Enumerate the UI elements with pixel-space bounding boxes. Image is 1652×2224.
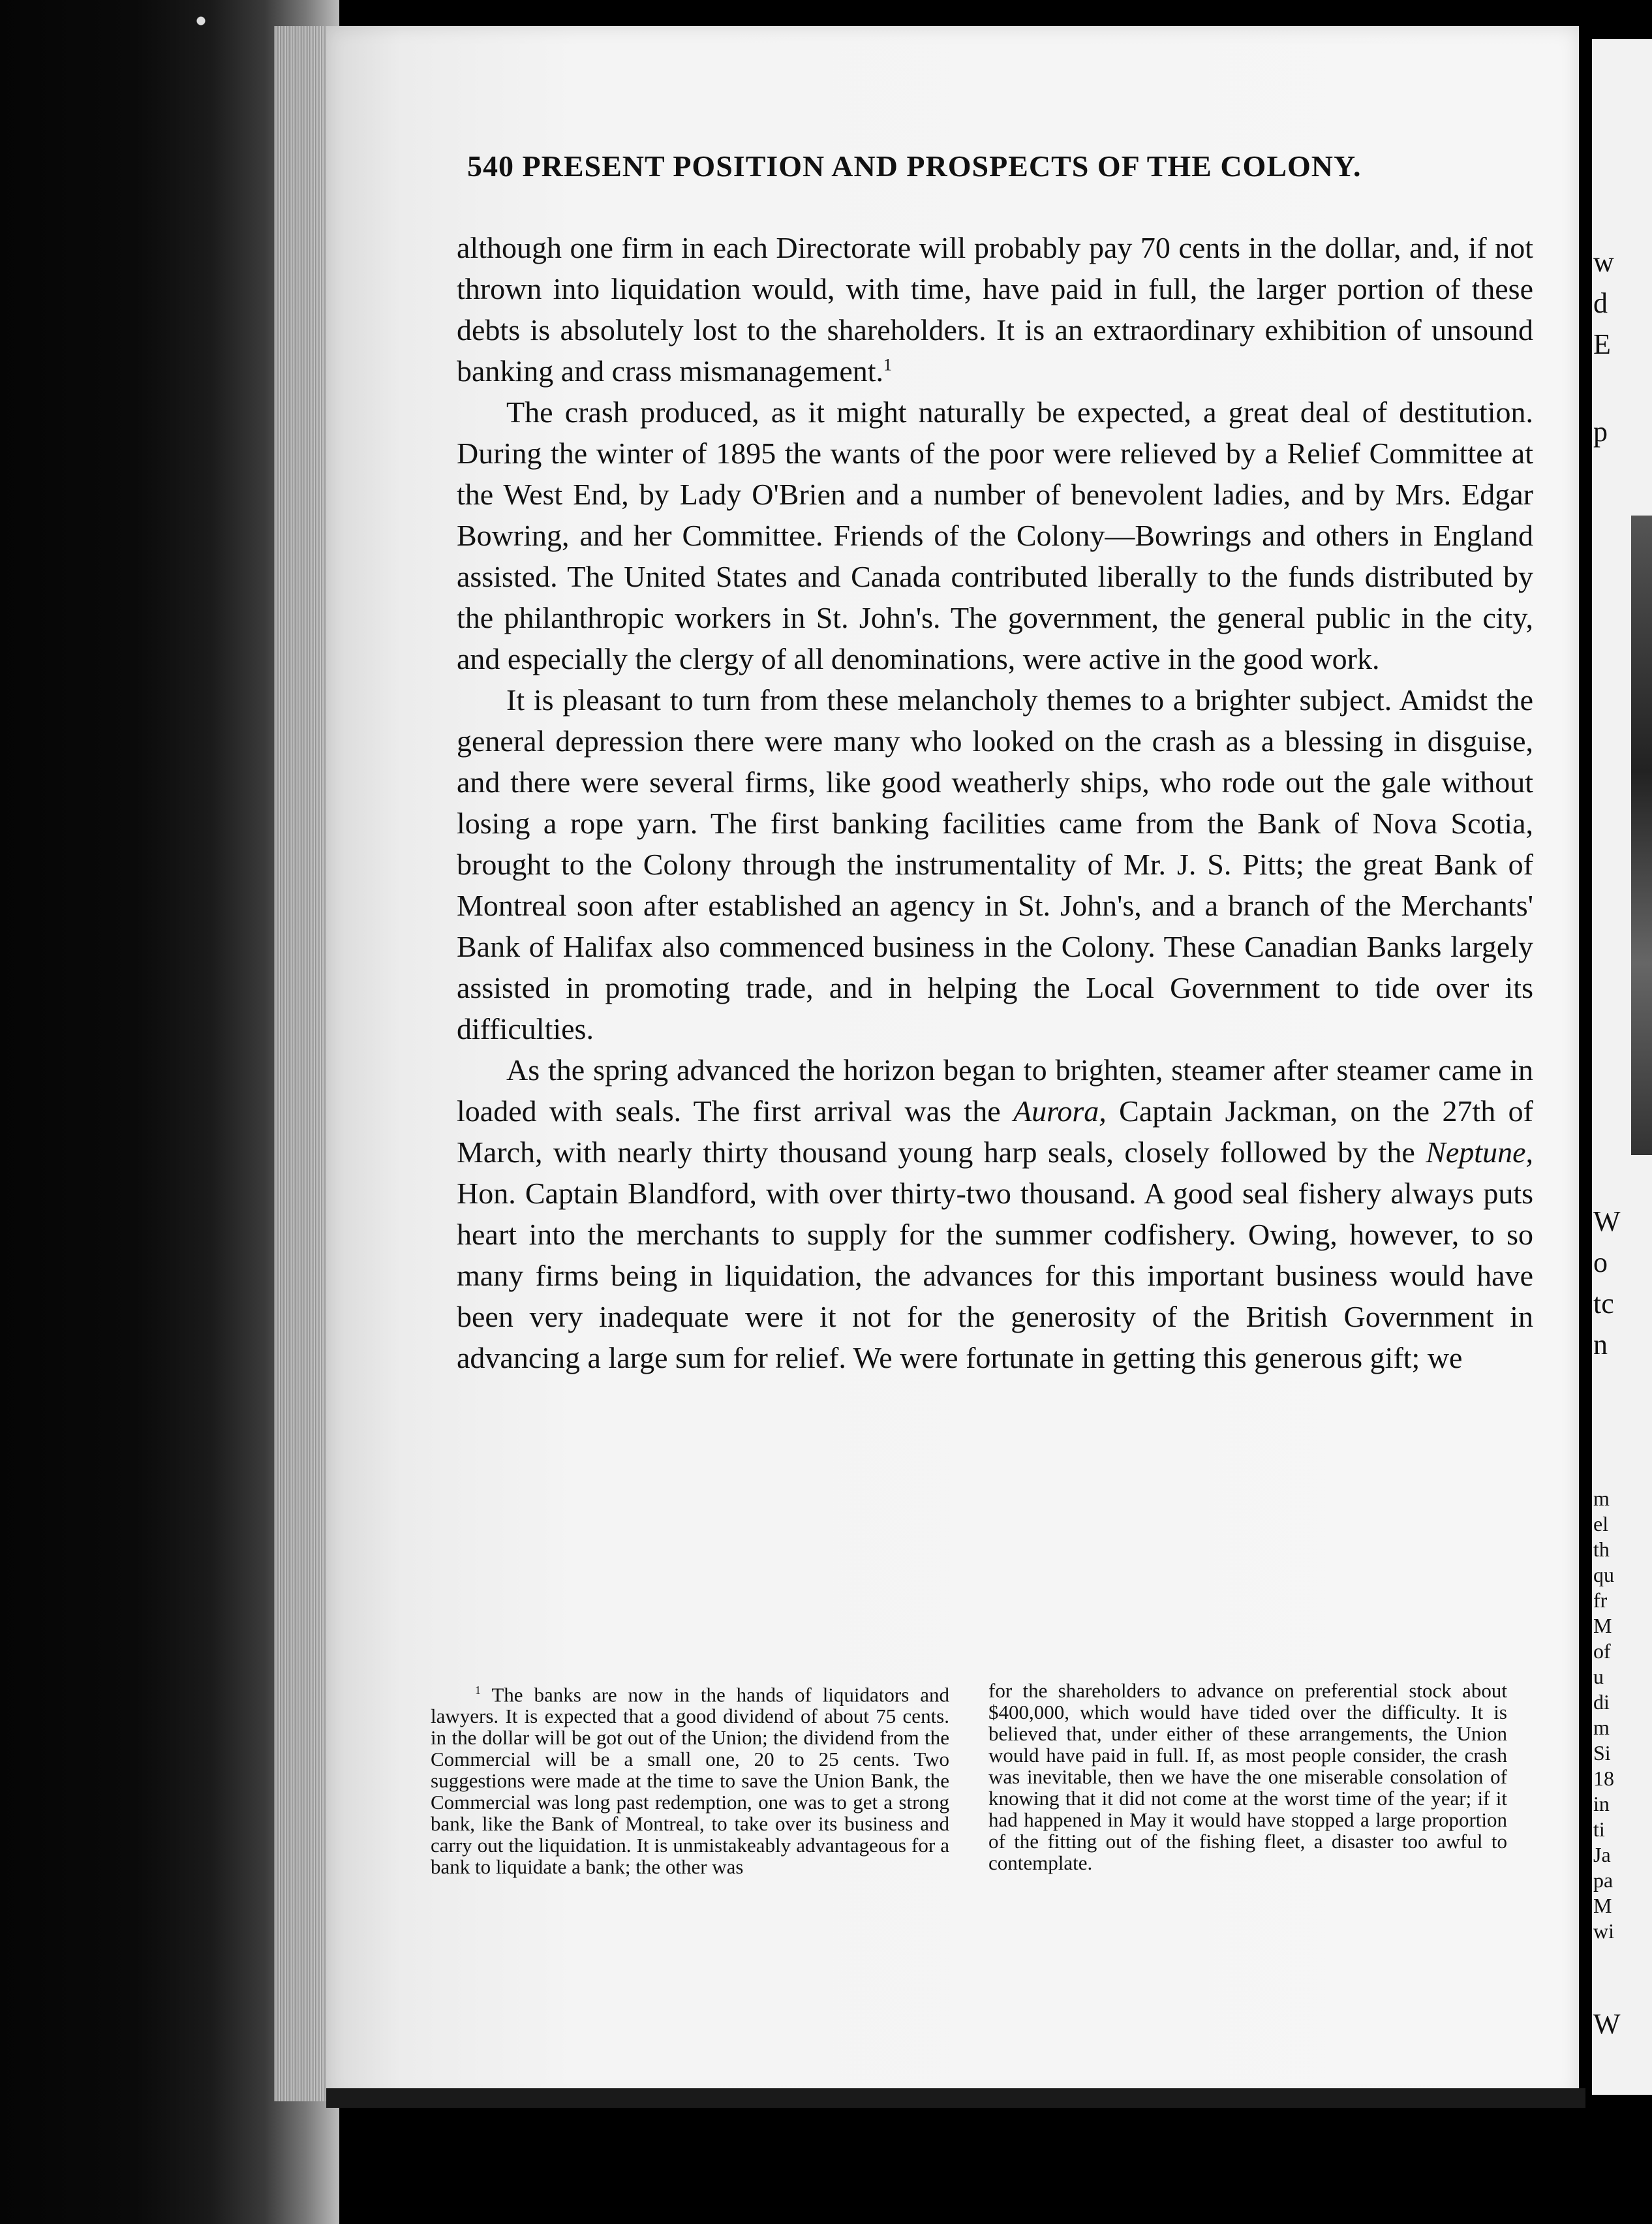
facing-page-fragment: Si (1593, 1741, 1611, 1765)
ship-name-neptune: Neptune, (1426, 1135, 1533, 1169)
facing-page-fragment: m (1593, 1487, 1610, 1510)
footnote-marker: 1 (475, 1684, 481, 1697)
page-bottom-shadow (326, 2088, 1585, 2108)
paragraph-4 (457, 1049, 1533, 1378)
ship-name-aurora: Aurora, (1013, 1094, 1107, 1128)
body-text (457, 227, 1533, 1378)
footnote-ref: 1 (883, 355, 893, 375)
facing-page-fragment: qu (1593, 1563, 1614, 1586)
facing-page-edge (1592, 39, 1652, 2095)
facing-page-fragment: fr (1593, 1588, 1608, 1612)
scan-speck (189, 13, 228, 33)
facing-page-fragment: el (1593, 1512, 1609, 1536)
facing-page-fragment: di (1593, 1690, 1610, 1714)
facing-page-fragment: w (1593, 246, 1614, 278)
facing-page-fragment: of (1593, 1639, 1611, 1663)
facing-page-fragment: p (1593, 416, 1608, 448)
paragraph-4-text-a: As the spring advanced the horizon began to brighten, steamer after steamer came in loaded with seals. The first arrival was the (457, 1053, 1533, 1128)
facing-page-fragment: ti (1593, 1817, 1605, 1841)
page-number: 540 (467, 149, 514, 183)
footnote-left-text: The banks are now in the hands of liquidators and lawyers. It is expected that a good dividend of about 75 cents. in the dollar will be got out of the Union; the dividend from the Commercial will be a small one, 20 to 25 cents. Two suggestions were made at the time to save the Union Bank, the Commercial was long past redemption, one was to get a strong bank, like the Bank of Montreal, to take over its business and carry out the liquidation. It is unmistakeably advantageous for a bank to liquidate a bank; the other was (431, 1683, 949, 1879)
facing-page-fragment: Ja (1593, 1843, 1611, 1866)
facing-page-fragment: E (1593, 328, 1611, 360)
facing-page-fragment: wi (1593, 1919, 1614, 1943)
facing-page-photo (1631, 516, 1652, 1155)
facing-page-fragment: W (1593, 2008, 1621, 2040)
paragraph-4-text-c: Hon. Captain Blandford, with over thirty-two thousand. A good seal fishery always puts heart into the merchants to supply for the summer codfishery. Owing, however, to so many firms being in liquidation, the advances for this important business would have been very inadequate were it not for the generosity of the British Government in advancing a large sum for relief. We were fortunate in getting this generous gift; we (457, 1177, 1533, 1374)
facing-page-fragment: m (1593, 1716, 1610, 1739)
facing-page-fragment: M (1593, 1614, 1612, 1637)
facing-page-fragment: M (1593, 1894, 1612, 1917)
running-head-title: PRESENT POSITION AND PROSPECTS OF THE COLONY. (522, 149, 1362, 183)
footnotes (431, 1680, 1507, 1877)
facing-page-fragment: n (1593, 1329, 1608, 1361)
running-head (467, 149, 1498, 183)
facing-page-fragment: th (1593, 1537, 1610, 1561)
footnote-left-column (431, 1680, 949, 1877)
facing-page-fragment: W (1593, 1205, 1621, 1237)
facing-page-fragment: tc (1593, 1288, 1614, 1320)
facing-page-fragment: u (1593, 1665, 1604, 1688)
facing-page-fragment: d (1593, 287, 1608, 319)
facing-page-fragment: in (1593, 1792, 1610, 1815)
facing-page-fragment: pa (1593, 1868, 1614, 1892)
paragraph-4-text-b: Captain Jackman, on the 27th of March, with nearly thirty thousand young harp seals, closely followed by the (457, 1094, 1533, 1169)
footnote-right-column (988, 1680, 1507, 1877)
footnote-right-text: for the shareholders to advance on preferential stock about $400,000, which would have tided over the difficulty. It is believed that, under either of these arrangements, the Union would have paid in full. If, as most people consider, the crash was inevitable, then we have the one miserable consolation of knowing that it did not come at the worst time of the year; if it had happened in May it would have stopped a large proportion of the fitting out of the fishing fleet, a disaster too awful to contemplate. (988, 1679, 1507, 1874)
paragraph-3: It is pleasant to turn from these melancholy themes to a brighter subject. Amidst the general depression there were many who looked on the crash as a blessing in disguise, and there were several firms, like good weatherly ships, who rode out the gale without losing a rope yarn. The first banking facilities came from the Bank of Nova Scotia, brought to the Colony through the instrumentality of Mr. J. S. Pitts; the great Bank of Montreal soon after established an agency in St. John's, and a branch of the Merchants' Bank of Halifax also commenced business in the Colony. These Canadian Banks largely assisted in promoting trade, and in helping the Local Government to tide over its difficulties. (457, 683, 1533, 1045)
paragraph-1-text: although one firm in each Directorate will probably pay 70 cents in the dollar, and, if not thrown into liquidation would, with time, have paid in full, the larger portion of these debts is absolutely lost to the shareholders. It is an extraordinary exhibition of unsound banking and crass mismanagement. (457, 231, 1533, 388)
paragraph-1 (457, 227, 1533, 392)
facing-page-fragment: o (1593, 1246, 1608, 1278)
paragraph-2: The crash produced, as it might naturally be expected, a great deal of destitution. During the winter of 1895 the wants of the poor were relieved by a Relief Committee at the West End, by Lady O'Brien and a number of benevolent ladies, and by Mrs. Edgar Bowring, and her Committee. Friends of the Colony—Bowrings and others in England assisted. The United States and Canada contributed liberally to the funds distributed by the philanthropic workers in St. John's. The government, the general public in the city, and especially the clergy of all denominations, were active in the good work. (457, 395, 1533, 675)
facing-page-fragment: 18 (1593, 1767, 1614, 1790)
